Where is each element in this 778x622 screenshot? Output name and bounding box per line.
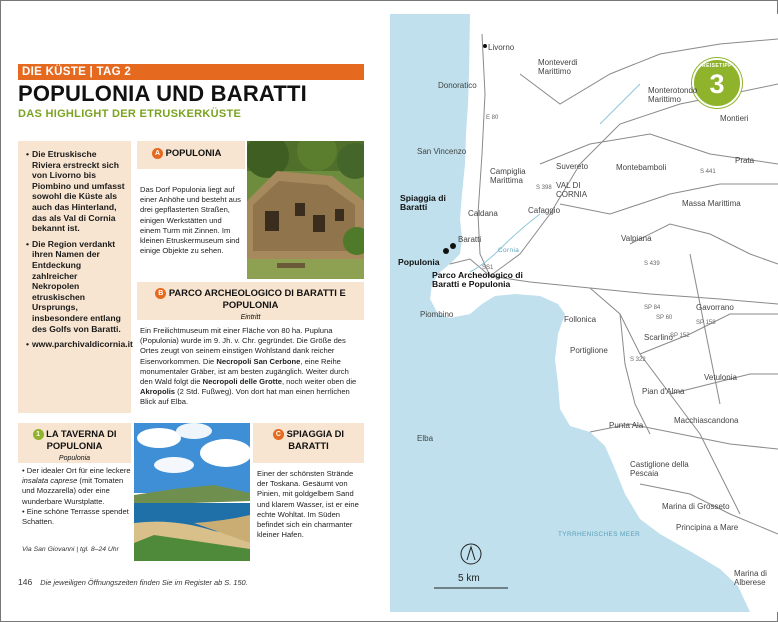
populonia-heading <box>137 141 245 169</box>
spiaggia-text: Einer der schönsten Strände der Toskana. Gesäumt von Pinien, mit goldgelbem Sand und klarem Wasser, ist er eine echte Wohltat. Im Süden befindet sich ein charmanter kleiner Hafen. <box>257 469 359 540</box>
footer-note: Die jeweiligen Öffnungszeiten finden Sie im Register ab S. 150. <box>40 578 248 587</box>
parco-text: Ein Freilichtmuseum mit einer Fläche von 80 ha. Pupluna (Populonia) wurde im 9. Jh. v. Chr. gegründet. Die Größe des Ortes zeugt von seinem einstigen Wohlstand dank reicher Eisenvorkommen. Die Necropoli San Cerbone, eine Reihe monumentaler Gräber, ist am besten zugänglich. Weiter durch den Wald folgt die Necropoli delle Grotte, noch weiter oben die Akropolis (2 Std. Fußweg). Von dort hat man einen herrlichen Blick auf Elba. <box>140 326 357 407</box>
map-label-follonica: Follonica <box>564 315 597 324</box>
road-label: S 322 <box>630 357 646 363</box>
road-label: S 439 <box>644 261 660 267</box>
map-label-caldana: Caldana <box>468 209 498 218</box>
populonia-title: POPULONIA <box>165 147 222 158</box>
map-label-elba: Elba <box>417 434 434 443</box>
page-subtitle: DAS HIGHLIGHT DER ETRUSKERKÜSTE <box>18 108 242 120</box>
spiaggia-title: SPIAGGIA DI BARATTI <box>286 428 345 451</box>
necropoli-san-cerbone: Necropoli San Cerbone <box>216 356 301 366</box>
map-label-valpiana: Valpiana <box>621 234 652 243</box>
road-label: SP 152 <box>670 333 690 339</box>
map-label-prata: Prata <box>735 156 755 165</box>
page-title: POPULONIA UND BARATTI <box>18 81 307 106</box>
map-label-scarlino: Scarlino <box>644 333 673 342</box>
spiaggia-heading <box>253 423 364 463</box>
map-label-campiglia: Campiglia Marittima <box>490 167 526 185</box>
parco-price: Eintritt <box>240 314 261 321</box>
map-label-spiaggia: Spiaggia di Baratti <box>400 193 446 212</box>
parco-title: PARCO ARCHEOLOGICO DI BARATTI E POPULONIA <box>168 287 346 310</box>
map-scale-label: 5 km <box>458 573 480 584</box>
road-label: S 441 <box>700 169 716 175</box>
taverna-item: • Eine schöne Terrasse spendet Schatten. <box>22 506 129 527</box>
sidebar-item: • Die Etruskische Riviera erstreckt sich von Livorno bis Piombino und umfasst sowohl die Küste als auch das Hinterland, das als Val di Cornia bekannt ist. <box>26 149 127 234</box>
road-label: SP 60 <box>656 315 673 321</box>
taverna-text <box>22 466 132 527</box>
region-map <box>390 14 778 612</box>
map-label-donoratico: Donoratico <box>438 81 477 90</box>
road-label: SS1 <box>482 265 494 271</box>
necropoli-delle-grotte: Necropoli delle Grotte <box>202 377 282 387</box>
sidebar-item: • Die Region verdankt ihren Namen der Entdeckung zahlreicher Nekropolen etruskischen Ursprungs, insbesondere entlang des Golfs von Baratti. <box>26 239 127 334</box>
map-label-punta-ala: Punta Ala <box>609 421 644 430</box>
info-sidebar <box>18 141 131 413</box>
taverna-title: LA TAVERNA DI POPULONIA <box>46 428 117 451</box>
map-label-montieri: Montieri <box>720 114 749 123</box>
map-label-sea: TYRRHENISCHES MEER <box>558 531 641 538</box>
map-label-portiglione: Portiglione <box>570 346 608 355</box>
taverna-item: • Der idealer Ort für eine leckere insalata caprese (mit Tomaten und Mozzarella) oder eine wunderbare Wurstplatte. <box>22 466 131 506</box>
map-label-suvereto: Suvereto <box>556 162 589 171</box>
map-label-gavorrano: Gavorrano <box>696 303 734 312</box>
map-label-pian-alma: Pian d'Alma <box>642 387 685 396</box>
map-label-cornia-river: Cornia <box>498 247 520 254</box>
road-label: SP 84 <box>644 305 661 311</box>
page-footer <box>18 577 248 587</box>
taverna-address: Via San Giovanni | tgl. 8–24 Uhr <box>22 546 119 553</box>
map-label-populonia: Populonia <box>398 257 440 267</box>
marker-c-icon: C <box>273 429 284 440</box>
map-label-castiglione: Castiglione della Pescaia <box>630 460 689 478</box>
map-label-vetulonia: Vetulonia <box>704 373 737 382</box>
reisetipp-number: 3 <box>709 69 725 99</box>
map-label-livorno: Livorno <box>488 43 515 52</box>
marker-b-icon: B <box>155 288 166 299</box>
map-label-marina-grosseto: Marina di Grosseto <box>662 502 730 511</box>
beach-photo <box>134 423 250 561</box>
map-label-val-di-cornia: VAL DI CORNIA <box>556 181 588 199</box>
map-label-piombino: Piombino <box>420 310 454 319</box>
map-label-monterotondo: Monterotondo Marittimo <box>648 86 698 104</box>
road-label: E 80 <box>486 115 499 121</box>
map-label-principina: Principina a Mare <box>676 523 739 532</box>
map-label-monteverdi: Monteverdi Marittimo <box>538 58 578 76</box>
taverna-heading <box>18 423 131 463</box>
necropolis-photo <box>247 141 364 279</box>
populonia-text: Das Dorf Populonia liegt auf einer Anhöhe und besteht aus drei gepflasterten Straßen, einigen Werkstätten und einem Turm mit Zinnen. Im kleinen Etruskermuseum sind einige Objekte zu sehen. <box>140 185 241 256</box>
map-label-cafaggio: Cafaggio <box>528 206 561 215</box>
map-label-macchiascandona: Macchiascandona <box>674 416 739 425</box>
map-label-baratti: Baratti <box>458 235 482 244</box>
road-label: S 398 <box>536 185 552 191</box>
map-label-massa: Massa Marittima <box>682 199 741 208</box>
parco-heading <box>137 282 364 320</box>
map-label-marina-alberese: Marina di Alberese <box>734 569 767 587</box>
map-label-san-vincenzo: San Vincenzo <box>417 147 467 156</box>
road-label: SP 158 <box>696 320 716 326</box>
marker-a-icon: A <box>152 148 163 159</box>
section-kicker: DIE KÜSTE | TAG 2 <box>18 64 364 80</box>
marker-1-icon: 1 <box>33 429 44 440</box>
reisetipp-label: REISETIPP <box>702 63 732 69</box>
akropolis: Akropolis <box>140 387 176 397</box>
taverna-location: Populonia <box>58 455 91 462</box>
map-label-montebamboli: Montebamboli <box>616 163 667 172</box>
sidebar-link[interactable]: • www.parchivaldicornia.it <box>26 339 127 350</box>
map-label-parco: Parco Archeologico di Baratti e Populonia <box>432 270 523 289</box>
page-number: 146 <box>18 577 33 587</box>
